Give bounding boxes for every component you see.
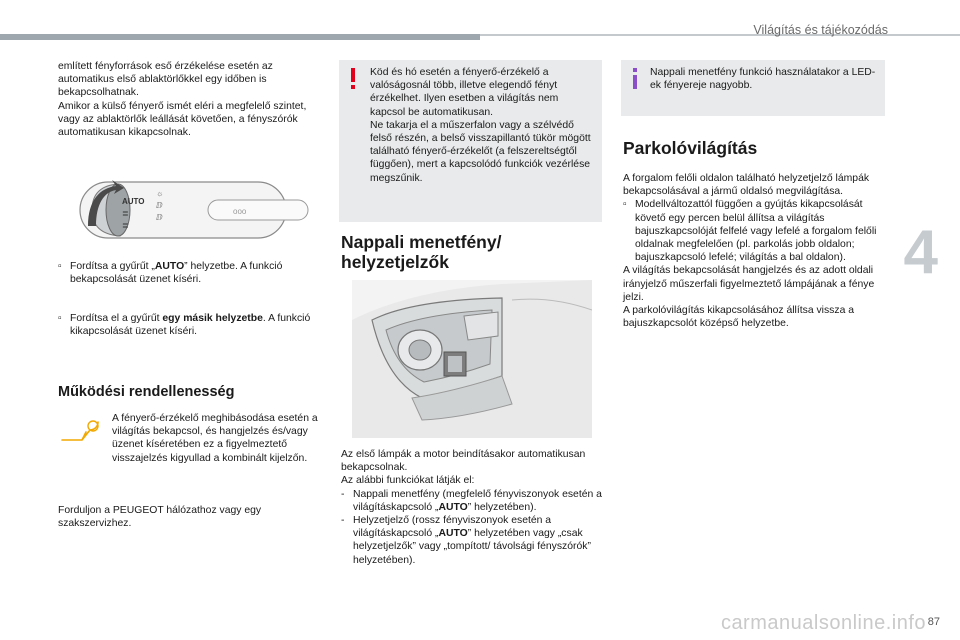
svg-text:ⅅ: ⅅ [156, 213, 163, 222]
malfunction-heading: Működési rendellenesség [58, 384, 235, 400]
header-bar-right [480, 34, 960, 36]
exclamation-icon [349, 68, 357, 90]
malfunction-text: A fényerő-érzékelő meghibásodása esetén a világítás bekapcsol, és hangjelzés és/vagy üzenet kíséretében ez a figyelmeztető visszajelzés kigyullad a kombinált kijelzőn. [112, 413, 318, 464]
parking-body: A forgalom felőli oldalon található helyzetjelző lámpák bekapcsolásával a jármű oldalsó megvilágítása. ▫ Modellváltozattól függően a gyújtás kikapcsolását követő egy percen belül állítsa a világítás bajuszkapcsolóját felfelé vagy lefelé a forgalom felőli oldalnak megfelelően (pl. parkolás jobb oldalon; bajuszkapcsoló lefelé; világítás a bal oldalon). A világítás bekapcsolását hangjelzés és az adott oldali irányjelző műszerfali figyelmeztető lámpájának a fénye jelzi. A parkolóvilágítás kikapcsolásához állítsa vissza a bajuszkapcsolót középső helyzetbe. [623, 173, 877, 330]
svg-text:☼: ☼ [156, 189, 164, 198]
drl-body: Az első lámpák a motor beindításakor automatikusan bekapcsolnak. Az alábbi funkciókat látják el: - Nappali menetfény (megfelelő fényviszonyok esetén a világításkapcsoló „AUTO” helyzetében). - Helyzetjelző (rossz fényviszonyok esetén a világításkapcsoló „AUTO” helyzetében vagy „csak helyzetjelzők” vagy „tompított/ távolsági fényszórók” helyzetében). [341, 449, 602, 566]
wrench-icon [60, 418, 102, 444]
headlamp-illustration [352, 280, 592, 438]
watermark: carmanualsonline.info [720, 612, 926, 634]
page-number: 87 [927, 616, 940, 628]
auto-bullet: ▫ Fordítsa a gyűrűt „AUTO” helyzetbe. A funkció bekapcsolását üzenet kíséri. [58, 261, 283, 286]
bullet-icon: ▫ [623, 199, 627, 211]
parking-heading: Parkolóvilágítás [623, 138, 758, 158]
bullet-icon: ▫ [58, 313, 62, 324]
intro-paragraph-2: Amikor a külső fényerő ismét eléri a megfelelő szintet, vagy az ablaktörlők leállását követően, a fényszórók automatikusan kikapcsolnak. [58, 100, 307, 139]
other-position-bullet: ▫ Fordítsa el a gyűrűt egy másik helyzetbe. A funkció kikapcsolását üzenet kíséri. [58, 313, 311, 338]
svg-text:ⅅ: ⅅ [156, 201, 163, 210]
info-text: Nappali menetfény funkció használatakor a LED-ek fényereje nagyobb. [650, 67, 876, 92]
warning-text: Köd és hó esetén a fényerő-érzékelő a valóságosnál több, illetve elegendő fényt érzékelhet. Ilyen esetben a világítás nem kapcsol be automatikusan. Ne takarja el a műszerfalon vagy a szélvédő felső részén, a belső visszapillantó tükör mögött található fényerő-érzékelőt (a felszereltségtől függően), mert a kapcsolódó funkciók vezérlése megszűnik. [370, 67, 591, 184]
bullet-icon: ▫ [58, 261, 62, 272]
svg-text:≣: ≣ [122, 221, 129, 230]
column-1-intro [58, 60, 320, 139]
headlamp-drawing [352, 280, 592, 438]
svg-text:ooo: ooo [233, 207, 247, 216]
info-icon [631, 68, 639, 90]
intro-paragraph-1: említett fényforrások eső érzékelése esetén az automatikus első ablaktörlőkkel egy időben is bekapcsolhatnak. [58, 61, 273, 99]
service-text: Forduljon a PEUGEOT hálózathoz vagy egy szakszervizhez. [58, 505, 262, 530]
chapter-title: Világítás és tájékozódás [753, 23, 888, 37]
header-bar-left [0, 34, 480, 40]
stalk-drawing [58, 170, 320, 250]
drl-heading: Nappali menetfény/ helyzetjelzők [341, 232, 502, 272]
lighting-stalk-illustration [58, 170, 320, 250]
chapter-number: 4 [903, 218, 938, 287]
stalk-auto-label: AUTO [122, 197, 145, 206]
svg-text:≣: ≣ [122, 209, 129, 218]
